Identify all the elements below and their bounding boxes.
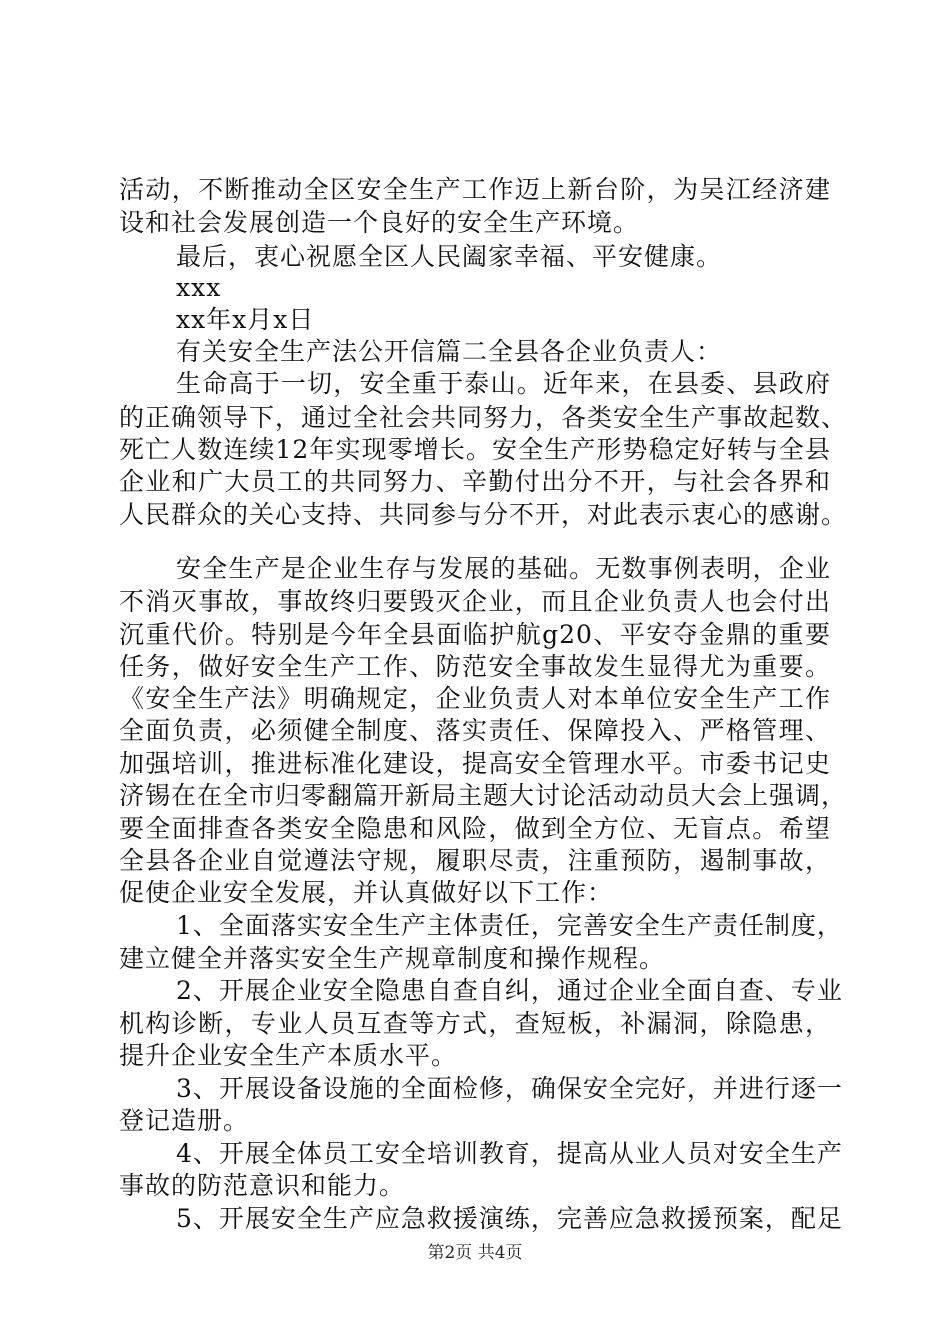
text-line: 提升企业安全生产本质水平。 [119, 1041, 458, 1070]
text-line: 4、开展全体员工安全培训教育，提高从业人员对安全生产 [176, 1139, 843, 1168]
text-line: 济锡在在全市归零翻篇开新局主题大讨论活动动员大会上强调， [119, 781, 848, 810]
text-line: 的正确领导下，通过全社会共同努力，各类安全生产事故起数、 [119, 403, 848, 432]
text-line: 机构诊断，专业人员互查等方式，查短板，补漏洞，除隐患， [119, 1009, 831, 1038]
text-line: 生命高于一切，安全重于泰山。近年来，在县委、县政府 [176, 369, 831, 398]
text-line: 登记造册。 [119, 1106, 250, 1135]
text-line: 安全生产是企业生存与发展的基础。无数事例表明，企业 [176, 554, 831, 583]
text-line: 要全面排查各类安全隐患和风险，做到全方位、无盲点。希望 [119, 814, 831, 843]
text-line: 任务，做好安全生产工作、防范安全事故发生显得尤为重要。 [119, 652, 831, 681]
text-line: 人民群众的关心支持、共同参与分不开，对此表示衷心的感谢。 [119, 500, 848, 529]
text-line: xx年x月x日 [176, 305, 315, 334]
text-line: 活动，不断推动全区安全生产工作迈上新台阶，为吴江经济建 [119, 175, 831, 204]
page-footer: 第2页 共4页 [427, 1243, 523, 1263]
text-line: 3、开展设备设施的全面检修，确保安全完好，并进行逐一 [176, 1074, 843, 1103]
text-line: 促使企业安全发展，并认真做好以下工作： [119, 878, 614, 907]
text-line: 事故的防范意识和能力。 [119, 1171, 406, 1200]
text-line: xxx [176, 273, 222, 302]
text-line: 《安全生产法》明确规定，企业负责人对本单位安全生产工作 [119, 684, 831, 713]
text-line: 有关安全生产法公开信篇二全县各企业负责人： [176, 337, 723, 366]
text-line: 死亡人数连续12年实现零增长。安全生产形势稳定好转与全县 [119, 435, 831, 464]
text-line: 建立健全并落实安全生产规章制度和操作规程。 [119, 944, 666, 973]
text-line: 1、全面落实安全生产主体责任，完善安全生产责任制度， [176, 911, 843, 940]
text-line: 最后，衷心祝愿全区人民阖家幸福、平安健康。 [176, 242, 723, 271]
text-line: 不消灭事故，事故终归要毁灭企业，而且企业负责人也会付出 [119, 587, 831, 616]
text-line: 2、开展企业安全隐患自查自纠，通过企业全面自查、专业 [176, 976, 843, 1005]
text-line: 加强培训，推进标准化建设，提高安全管理水平。市委书记史 [119, 749, 831, 778]
text-line: 5、开展安全生产应急救援演练，完善应急救援预案，配足 [176, 1204, 843, 1233]
text-line: 全县各企业自觉遵法守规，履职尽责，注重预防，遏制事故， [119, 846, 831, 875]
text-line: 全面负责，必须健全制度、落实责任、保障投入、严格管理、 [119, 716, 831, 745]
text-line: 设和社会发展创造一个良好的安全生产环境。 [119, 208, 640, 237]
text-line: 企业和广大员工的共同努力、辛勤付出分不开，与社会各界和 [119, 467, 831, 496]
text-line: 沉重代价。特别是今年全县面临护航g20、平安夺金鼎的重要 [119, 620, 831, 649]
